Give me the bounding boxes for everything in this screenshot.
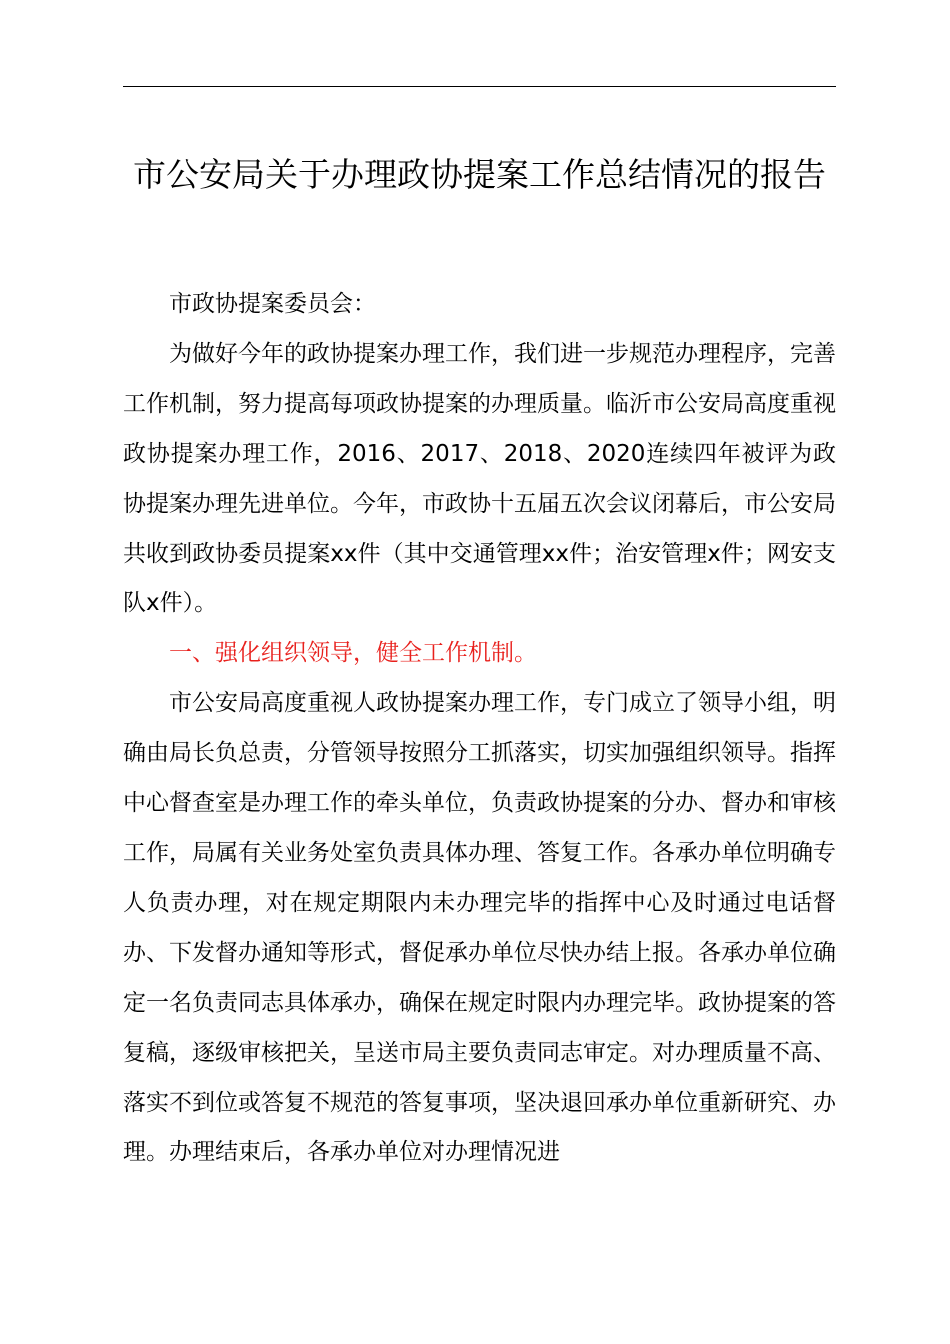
header-rule (123, 86, 836, 87)
document-body (123, 280, 836, 1178)
salutation: 市政协提案委员会： (169, 291, 376, 317)
intro-paragraph: 为做好今年的政协提案办理工作，我们进一步规范办理程序，完善工作机制，努力提高每项政协提案的办理质量。临沂市公安局高度重视政协提案办理工作，2016、2017、2018、2020连续四年被评为政协提案办理先进单位。今年，市政协十五届五次会议闭幕后，市公安局共收到政协委员提案xx件（其中交通管理xx件；治安管理x件；网安支队x件）。 (123, 340, 836, 617)
section-heading: 一、强化组织领导，健全工作机制。 (169, 640, 537, 667)
document-title: 市公安局关于办理政协提案工作总结情况的报告 (133, 155, 826, 194)
section-paragraph: 市公安局高度重视人政协提案办理工作，专门成立了领导小组，明确由局长负总责，分管领导按照分工抓落实，切实加强组织领导。指挥中心督查室是办理工作的牵头单位，负责政协提案的分办、督办和审核工作，局属有关业务处室负责具体办理、答复工作。各承办单位明确专人负责办理，对在规定期限内未办理完毕的指挥中心及时通过电话督办、下发督办通知等形式，督促承办单位尽快办结上报。各承办单位确定一名负责同志具体承办，确保在规定时限内办理完毕。政协提案的答复稿，逐级审核把关，呈送市局主要负责同志审定。对办理质量不高、落实不到位或答复不规范的答复事项，坚决退回承办单位重新研究、办理。办理结束后，各承办单位对办理情况进 (123, 690, 836, 1166)
